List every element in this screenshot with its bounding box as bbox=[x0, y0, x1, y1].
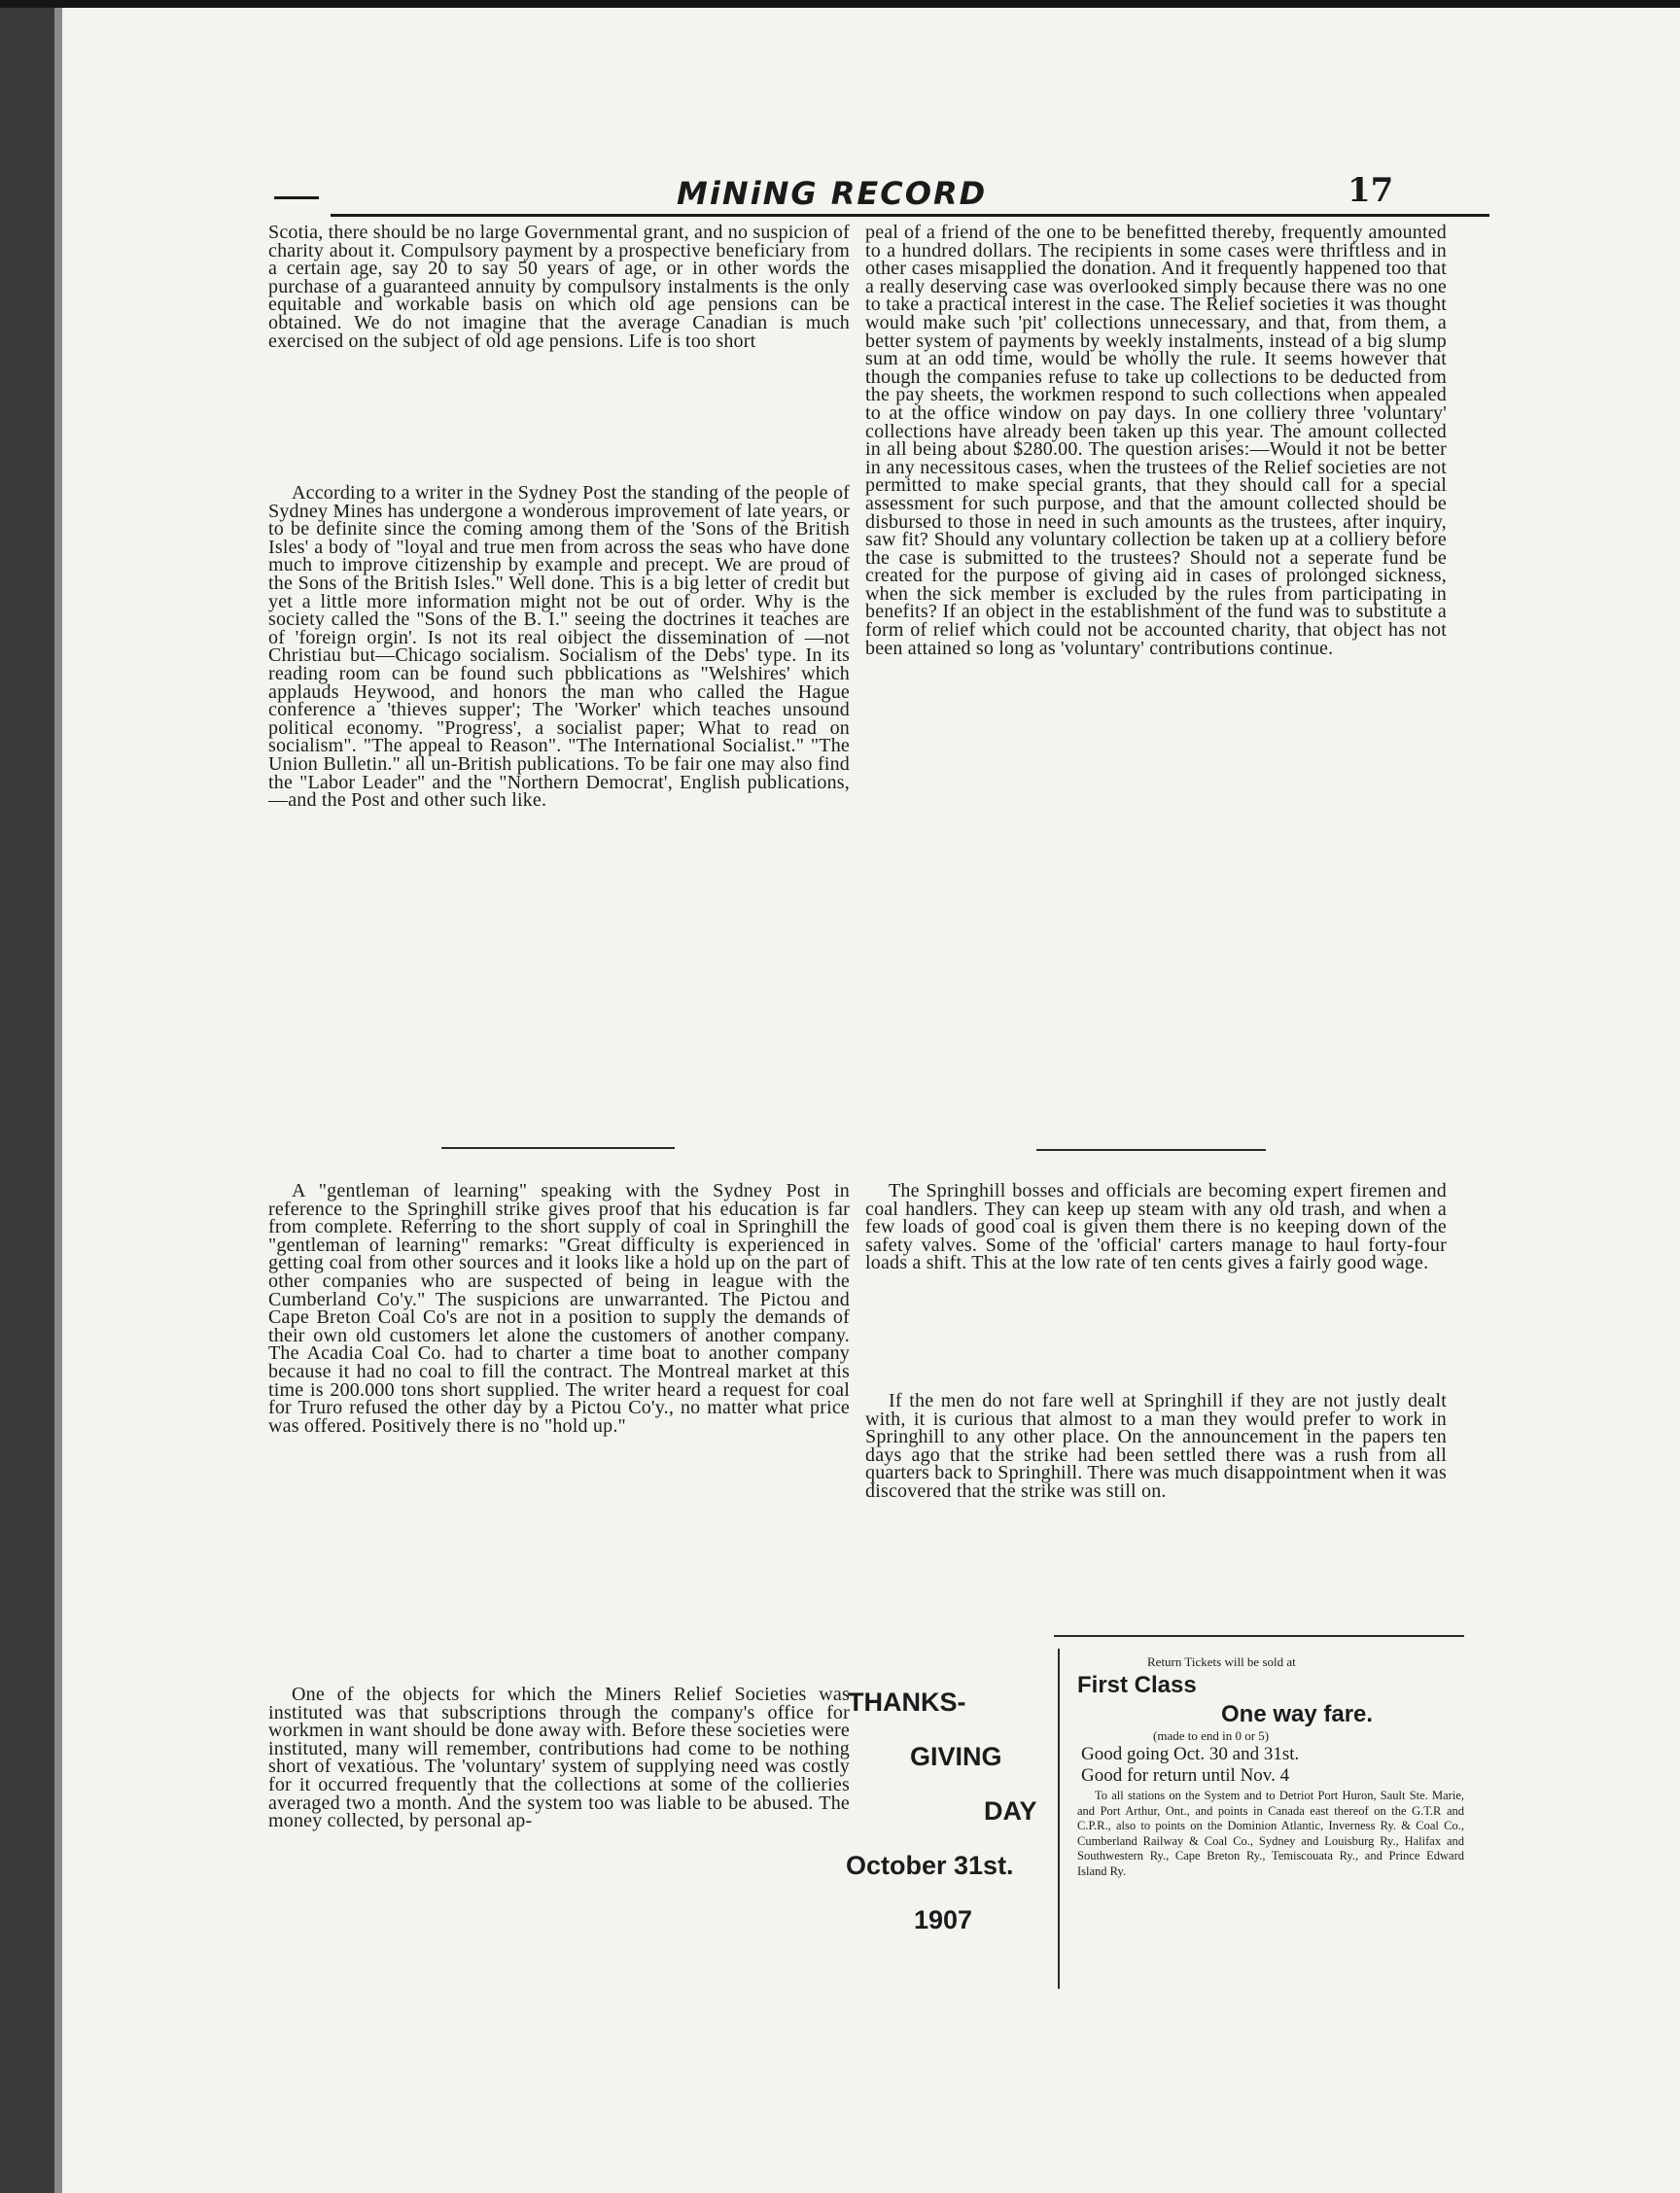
advert-vertical-rule bbox=[1058, 1649, 1060, 1989]
right-col-paragraph-2: The Springhill bosses and officials are becoming expert firemen and coal handlers. They can keep up steam with any old trash, and when a few loads of good coal is given them there is no keeping down of the safety valves. Some of the 'official' carters manage to haul forty-four loads a shift. This at the low rate of ten cents gives a fairly good wage. bbox=[865, 1180, 1447, 1274]
scan-left-margin bbox=[0, 8, 54, 2193]
masthead-title: MiNiNG RECORD bbox=[677, 175, 988, 212]
advert-day: DAY bbox=[984, 1796, 1037, 1826]
advert-made-to-end: (made to end in 0 or 5) bbox=[1153, 1728, 1270, 1743]
advert-return-line: Return Tickets will be sold at bbox=[1147, 1654, 1296, 1669]
left-col-paragraph-3: A "gentleman of learning" speaking with the Sydney Post in reference to the Springhill strike gives proof that his education is far from complete. Referring to the short supply of coal in Springhill the "gentleman of learning" remarks: "Great difficulty is experienced in getting coal from other sources and it looks like a hold up on the part of other companies who are suspected of being in league with the Cumberland Co'y." The suspicions are unwarranted. The Pictou and Cape Breton Coal Co's are not in a position to supply the demands of their own old customers let alone the customers of another company. The Acadia Coal Co. had to charter a time boat to another company because it had no coal to fill the contract. The Montreal market at this time is 200.000 tons short supplied. The writer heard a request for coal for Truro refused the other day by a Pictou Co'y., no matter what price was offered. Positively there is no "hold up." bbox=[268, 1180, 850, 1437]
left-col-paragraph-2: According to a writer in the Sydney Post the standing of the people of Sydney Mines has undergone a wonderous improvement of late years, or to be definite since the coming among them of the 'Sons of the British Isles' a body of "loyal and true men from across the seas who have done much to improve citizenship by example and precept. We are proud of the Sons of the British Isles." Well done. This is a big letter of credit but yet a little more information might not be out of order. Why is the society called the "Sons of the B. I." seeing the doctrines it teaches are of 'foreign orgin'. Is not its real oibject the dissemination of —not Christiau but—Chicago socialism. Socialism of the Debs' type. In its reading room can be found such pbblications as "Welshires' which applauds Heywood, and honors the man who called the Hague conference a 'thieves supper'; The 'Worker' which teaches unsound political economy. "Progress', a socialist paper; What to read on socialism". "The appeal to Reason". "The International Socialist." "The Union Bulletin." all un-British publications. To be fair one may also find the "Labor Leader" and the "Northern Democrat', English publications,—and the Post and other such like. bbox=[268, 482, 850, 812]
advert-first-class: First Class bbox=[1077, 1672, 1197, 1698]
page-number: 17 bbox=[1348, 171, 1394, 210]
newspaper-page bbox=[62, 8, 1680, 2193]
advert-one-way: One way fare. bbox=[1221, 1701, 1374, 1727]
header-rule-main bbox=[331, 214, 1489, 217]
header-rule-left bbox=[274, 196, 319, 199]
advert-giving: GIVING bbox=[910, 1742, 1002, 1771]
section-divider-right bbox=[1036, 1149, 1266, 1151]
left-col-paragraph-1: Scotia, there should be no large Governmental grant, and no suspicion of charity about it. Compulsory payment by a prospective beneficiary from a certain age, say 20 to say 50 years of age, or in other words the purchase of a guaranteed annuity by compulsory instalments is the only equitable and workable basis on which old age pensions can be obtained. We do not imagine that the average Canadian is much exercised on the subject of old age pensions. Life is too short bbox=[268, 222, 850, 352]
scan-top-edge bbox=[0, 0, 1680, 8]
advert-thanks: THANKS- bbox=[848, 1688, 966, 1717]
advert-good-return: Good for return until Nov. 4 bbox=[1081, 1765, 1290, 1786]
advert-stations: To all stations on the System and to Detriot Port Huron, Sault Ste. Marie, and Port Arthur, Ont., and points in Canada east thereof on the G.T.R and C.P.R., also to points on the Dominion Atlantic, Inverness Ry. & Coal Co., Cumberland Railway & Coal Co., Sydney and Louisburg Ry., Halifax and Southwestern Ry., Cape Breton Ry., Temiscouata Ry., and Prince Edward Island Ry. bbox=[1077, 1789, 1464, 1878]
right-col-paragraph-3: If the men do not fare well at Springhill if they are not justly dealt with, it is curious that almost to a man they would prefer to work in Springhill to any other place. On the announcement in the papers ten days ago that the strike had been settled there was a rush from all quarters back to Springhill. There was much disappointment when it was discovered that the strike was still on. bbox=[865, 1390, 1447, 1502]
advert-date: October 31st. bbox=[846, 1851, 1014, 1880]
left-col-paragraph-4: One of the objects for which the Miners Relief Societies was instituted was that subscriptions through the company's office for workmen in want should be done away with. Before these societies were instituted, many will remember, contributions had come to be nothing short of vexatious. The 'voluntary' system of supplying need was costly for it occurred frequently that the collections at some of the collieries averaged two a month. And the system too was liable to be abused. The money collected, by personal ap- bbox=[268, 1684, 850, 1832]
scan-left-margin-shade bbox=[54, 8, 62, 2193]
advert-top-rule bbox=[1054, 1635, 1464, 1637]
advert-year: 1907 bbox=[914, 1905, 973, 1934]
advert-good-going: Good going Oct. 30 and 31st. bbox=[1081, 1744, 1300, 1764]
section-divider-left bbox=[441, 1147, 675, 1149]
right-col-paragraph-1: peal of a friend of the one to be benefitted thereby, frequently amounted to a hundred dollars. The recipients in some cases were thriftless and in other cases misapplied the donation. And it frequently happened too that a really deserving case was overlooked simply because there was no one to take a practical interest in the case. The Relief societies it was thought would make such 'pit' collections unnecessary, and that, from them, a better system of payments by weekly instalments, instead of a big slump sum at an odd time, would be wholly the rule. It seems however that though the companies refuse to take up collections to be deducted from the pay sheets, the workmen respond to such collections when appealed to at the office window on pay days. In one colliery three 'voluntary' collections have already been taken up this year. The amount collected in all being about $280.00. The question arises:—Would it not be better in any necessitous cases, when the trustees of the Relief societies are not permitted to make special grants, that they should call for a special assessment for such purpose, and that the amount collected should be disbursed to those in need in such amounts as the trustees, after inquiry, saw fit? Should any voluntary collection be taken up at a colliery before the case is submitted to the trustees? Should not a seperate fund be created for the purpose of giving aid in cases of prolonged sickness, when the sick member is excluded by the rules from participating in benefits? If an object in the establishment of the fund was to substitute a form of relief which could not be accounted charity, that object has not been attained so long as 'voluntary' contributions continue. bbox=[865, 222, 1447, 659]
